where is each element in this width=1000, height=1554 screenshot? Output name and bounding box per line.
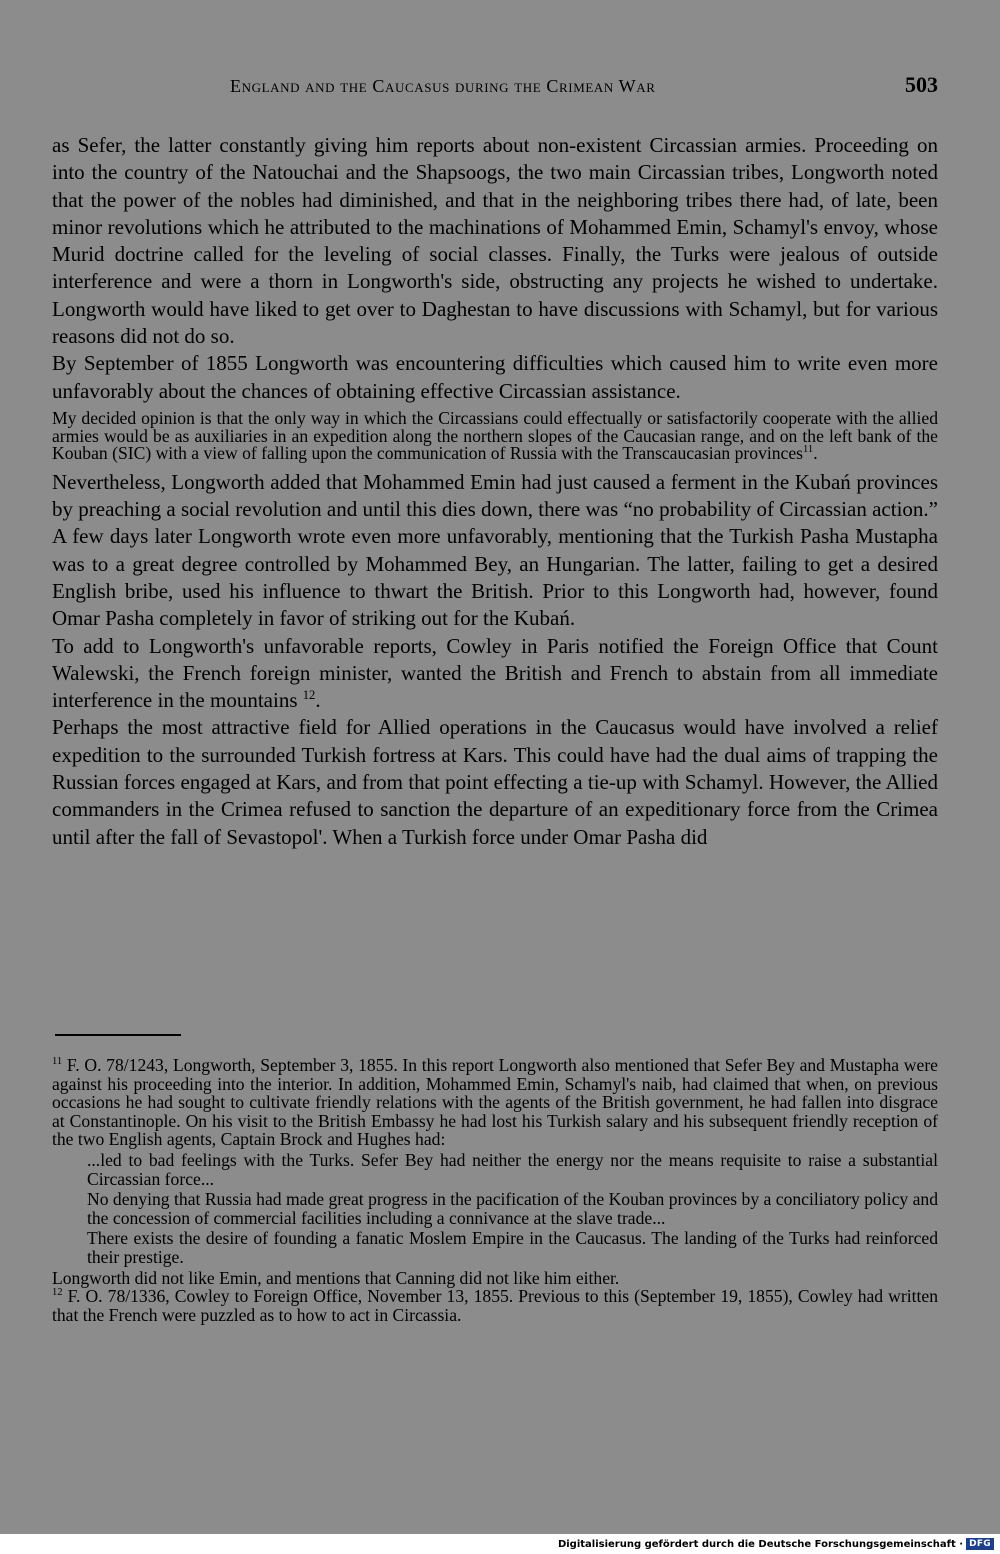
- page-header: [52, 72, 938, 102]
- paragraph: as Sefer, the latter constantly giving him reports about non-existent Circassian armies. Proceeding on into the country of the Natouchai and the Shapsoogs, the two main Circassian tribes, Longworth noted that the power of the nobles had diminished, and that in the neighboring tribes there had, of late, been minor revolutions which he attributed to the machinations of Mohammed Emin, Schamyl's envoy, whose Murid doctrine called for the leveling of social classes. Finally, the Turks were jealous of outside interference and were a thorn in Longworth's side, obstructing any projects he wished to undertake. Longworth would have liked to get over to Daghestan to have discussions with Schamyl, but for various reasons did not do so.: [52, 133, 938, 349]
- main-text: [52, 132, 938, 851]
- quote-text: My decided opinion is that the only way in which the Circassians could effectually or satisfactorily cooperate with the allied armies would be as auxiliaries in an expedition along the northern slopes of the Caucasian range, and on the left bank of the Kouban (SIC) with a view of falling upon the communication of Russia with the Transcaucasian provinces: [52, 407, 938, 464]
- footnote-ref: 12: [302, 688, 316, 703]
- footnote-rule: [55, 1034, 181, 1036]
- block-quote: My decided opinion is that the only way in which the Circassians could effectually or satisfactorily cooperate with the allied armies would be as auxiliaries in an expedition along the northern slopes of the Caucasian range, and on the left bank of the Kouban (SIC) with a view of falling upon the communication of Russia with the Transcaucasian provinces$^{11}$.: [52, 407, 938, 464]
- footnotes: [52, 1056, 938, 1324]
- dfg-logo: DFG: [966, 1538, 994, 1550]
- footnote-quote-line: There exists the desire of founding a fanatic Moslem Empire in the Caucasus. The landing of the Turks had reinforced their prestige.: [87, 1228, 938, 1267]
- footnote-text: Longworth did not like Emin, and mentions that Canning did not like him either.: [52, 1267, 620, 1288]
- footnote-quote-line: ...led to bad feelings with the Turks. Sefer Bey had neither the energy nor the means requisite to raise a substantial Circassian force...: [87, 1149, 938, 1189]
- running-title: England and the Caucasus during the Crimean War: [230, 76, 656, 96]
- paragraph: To add to Longworth's unfavorable reports, Cowley in Paris notified the Foreign Office that Count Walewski, the French foreign minister, wanted the British and French to abstain from all immediate interference in the mountains $^{12}$.: [52, 633, 938, 713]
- footnote-text: F. O. 78/1336, Cowley to Foreign Office, November 13, 1855. Previous to this (September 19, 1855), Cowley had written that the French were puzzled as to how to act in Circassia.: [52, 1286, 938, 1325]
- credit-text: Digitalisierung gefördert durch die Deutsche Forschungsgemeinschaft ·: [557, 1538, 964, 1550]
- paragraph: Perhaps the most attractive field for Allied operations in the Caucasus would have involved a relief expedition to the surrounded Turkish fortress at Kars. This could have had the dual aims of trapping the Russian forces engaged at Kars, and from that point effecting a tie-up with Schamyl. However, the Allied commanders in the Crimea refused to sanction the departure of an expeditionary force from the Crimea until after the fall of Sevastopol'. When a Turkish force under Omar Pasha did: [52, 715, 938, 849]
- footnote-12: [52, 1287, 938, 1324]
- footnote-quote: [87, 1151, 938, 1267]
- footnote-quote-line: No denying that Russia had made great progress in the pacification of the Kouban provinces by a conciliatory policy and the concession of commercial facilities including a connivance at the slave trade...: [87, 1189, 938, 1228]
- footnote-number: 11: [52, 1056, 63, 1068]
- paragraph: By September of 1855 Longworth was encountering difficulties which caused him to write even more unfavorably about the chances of obtaining effective Circassian assistance.: [52, 351, 938, 403]
- footnote-11: [52, 1056, 938, 1149]
- paragraph: Nevertheless, Longworth added that Mohammed Emin had just caused a ferment in the Kubań provinces by preaching a social revolution and until this dies down, there was “no probability of Circassian action.” A few days later Longworth wrote even more unfavorably, mentioning that the Turkish Pasha Mustapha was to a great degree controlled by Mohammed Bey, an Hungarian. The latter, failing to get a desired English bribe, used his influence to thwart the British. Prior to this Longworth had, however, found Omar Pasha completely in favor of striking out for the Kubań.: [52, 469, 938, 631]
- footnote-ref: 11: [803, 444, 814, 456]
- footnote-text: F. O. 78/1243, Longworth, September 3, 1855. In this report Longworth also mentioned that Sefer Bey and Mustapha were against his proceeding into the interior. In addition, Mohammed Emin, Schamyl's naib, had claimed that when, on previous occasions he had sought to cultivate friendly relations with the agents of the British government, he had fallen into disgrace at Constantinople. On his visit to the British Embassy he had lost his Turkish salary and his subsequent friendly reception of the two English agents, Captain Brock and Hughes had:: [52, 1055, 938, 1150]
- page-number: 503: [905, 72, 938, 97]
- digitization-credit: [558, 1538, 994, 1550]
- paragraph-text: To add to Longworth's unfavorable reports, Cowley in Paris notified the Foreign Office that Count Walewski, the French foreign minister, wanted the British and French to abstain from all immediate interference in the mountains: [52, 633, 938, 713]
- footnote-number: 12: [52, 1287, 63, 1299]
